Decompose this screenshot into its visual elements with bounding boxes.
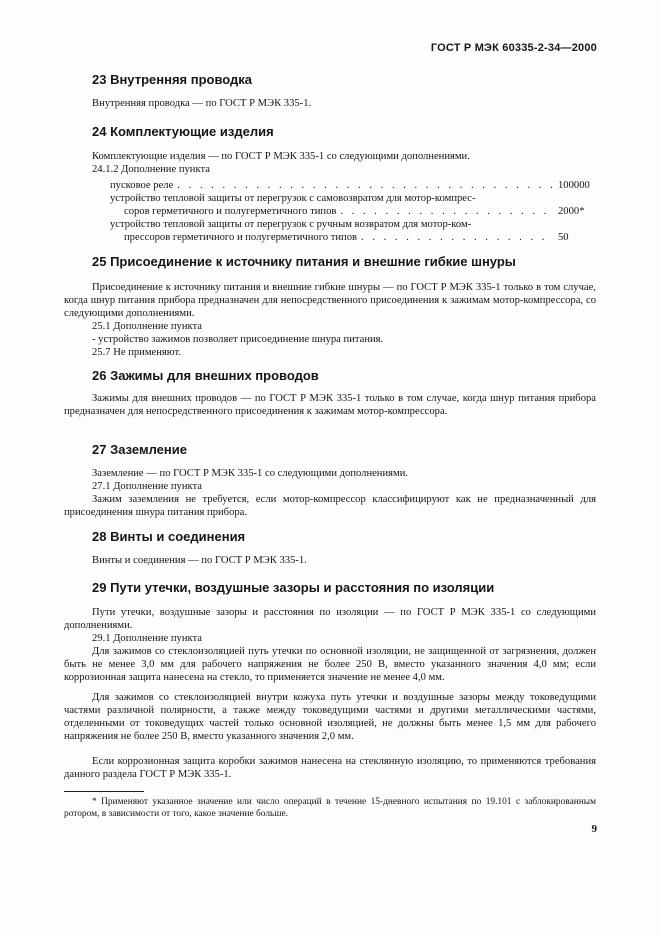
section-26-title: 26 Зажимы для внешних проводов <box>92 368 319 383</box>
list-item-text: устройство тепловой защиты от перегрузок с самовозвратом для мотор-компрес- <box>110 193 476 204</box>
section-25-line-2: - устройство зажимов позволяет присоединение шнура питания. <box>92 334 384 345</box>
list-item-text: пусковое реле <box>110 180 174 191</box>
section-27-line-2: 27.1 Дополнение пункта <box>92 481 202 492</box>
list-item-value: 100000 <box>558 180 590 191</box>
dot-leader <box>340 205 554 218</box>
section-27-title: 27 Заземление <box>92 442 187 457</box>
section-26-text: Зажимы для внешних проводов — по ГОСТ Р МЭК 335-1 только в том случае, когда шнур питания прибора предназначен для непосредственного присоединения к зажимам мотор-компрессора. <box>64 393 596 417</box>
list-item <box>124 231 596 244</box>
section-29-para-3: Если коррозионная защита коробки зажимов нанесена на стеклянную изоляцию, то применяются требования данного раздела ГОСТ Р МЭК 335-1. <box>64 756 596 780</box>
section-25-line-1: 25.1 Дополнение пункта <box>92 321 202 332</box>
page-number: 9 <box>591 823 597 835</box>
list-item-text-cont: прессоров герметичного и полугерметичного типов <box>124 232 358 243</box>
section-29-para-1: Для зажимов со стеклоизоляцией путь утечки по основной изоляции, не защищенной от загрязнения, должен быть не менее 3,0 мм для рабочего напряжения не более 250 В, вместо указанного значения 4,0 мм; если коррозионная защита нанесена на стекло, то применяется значение не менее 4,0 мм. <box>64 646 596 683</box>
section-28-title: 28 Винты и соединения <box>92 529 246 544</box>
list-item-text-cont: соров герметичного и полугерметичного типов <box>124 206 337 217</box>
list-item-value: 50 <box>558 232 569 243</box>
section-24-title: 24 Комплектующие изделия <box>92 124 274 139</box>
section-27-line-1: Заземление — по ГОСТ Р МЭК 335-1 со следующими дополнениями. <box>92 468 409 479</box>
dot-leader <box>361 231 554 244</box>
list-item <box>110 179 596 192</box>
section-24-text: Комплектующие изделия — по ГОСТ Р МЭК 335-1 со следующими дополнениями. <box>92 151 470 162</box>
section-24-sub: 24.1.2 Дополнение пункта <box>92 164 210 175</box>
section-28-text: Винты и соединения — по ГОСТ Р МЭК 335-1. <box>92 555 307 566</box>
footnote: * Применяют указанное значение или число операций в течение 15-дневного испытания по 19.101 с заблокированным ротором, в зависимости от того, какое значение больше. <box>64 797 596 819</box>
section-29-text: Пути утечки, воздушные зазоры и расстояния по изоляции — по ГОСТ Р МЭК 335-1 со следующими дополнениями. <box>64 607 596 631</box>
section-23-text: Внутренняя проводка — по ГОСТ Р МЭК 335-1. <box>92 98 312 109</box>
running-header: ГОСТ Р МЭК 60335-2-34—2000 <box>430 42 597 54</box>
list-item-value: 2000* <box>558 206 585 217</box>
list-item <box>124 205 596 218</box>
section-25-title: 25 Присоединение к источнику питания и внешние гибкие шнуры <box>92 254 516 269</box>
dot-leader <box>177 179 554 192</box>
section-25-text: Присоединение к источнику питания и внешние гибкие шнуры — по ГОСТ Р МЭК 335-1 только в том случае, когда шнур питания прибора предназначен для непосредственного присоединения к зажимам мотор-компрессора, со следующими дополнениями. <box>64 282 596 319</box>
section-27-text: Зажим заземления не требуется, если мотор-компрессор классифицируют как не предназначенный для присоединения шнура питания прибора. <box>64 494 596 518</box>
section-29-sub: 29.1 Дополнение пункта <box>92 633 202 644</box>
section-29-para-2: Для зажимов со стеклоизоляцией внутри кожуха путь утечки и воздушные зазоры между токоведущими частями различной полярности, а также между токоведущими частями и другими металлическими частями, отделенными от токоведущих частей только основной изоляцией, не должны быть менее 1,5 мм для рабочего напряжения не более 250 В, вместо указанного значения 2,0 мм. <box>64 692 596 742</box>
list-item-text: устройство тепловой защиты от перегрузок с ручным возвратом для мотор-ком- <box>110 219 472 230</box>
section-29-title: 29 Пути утечки, воздушные зазоры и расстояния по изоляции <box>92 580 495 595</box>
footnote-rule <box>64 791 144 792</box>
section-25-line-3: 25.7 Не применяют. <box>92 347 182 358</box>
section-23-title: 23 Внутренняя проводка <box>92 72 253 87</box>
